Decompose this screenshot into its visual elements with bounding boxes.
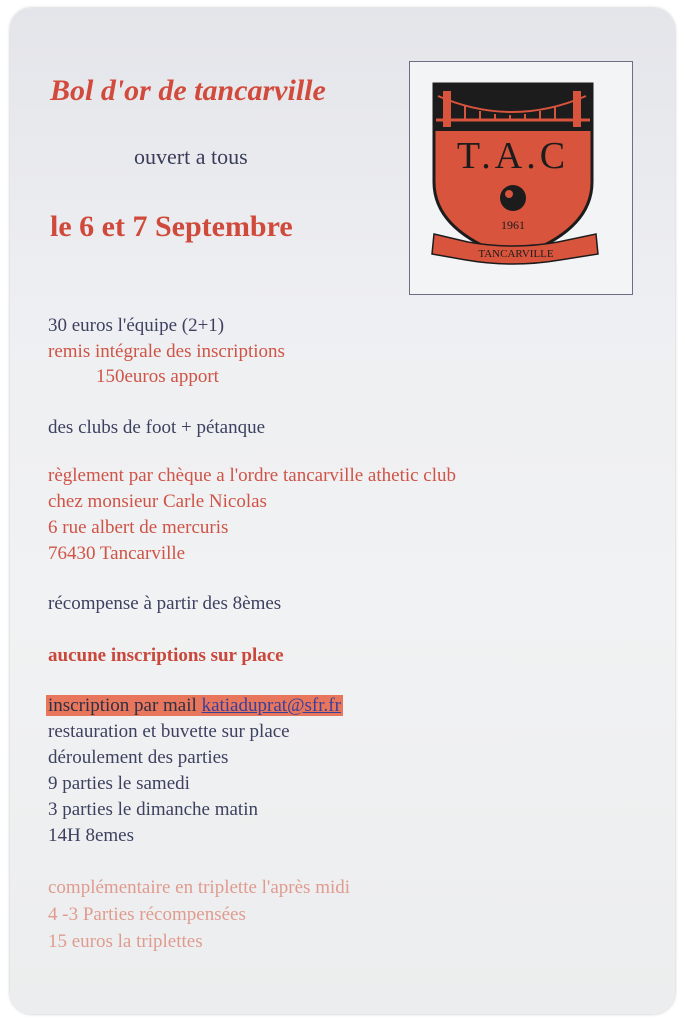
event-subtitle: ouvert a tous <box>134 144 248 169</box>
event-title: Bol d'or de tancarville <box>50 74 326 107</box>
logo-ball <box>500 185 526 211</box>
saturday-line: 9 parties le samedi <box>48 773 190 794</box>
sunday-line: 3 parties le dimanche matin <box>48 799 258 820</box>
club-logo-icon <box>410 62 632 294</box>
logo-initials: T.A.C <box>456 135 570 177</box>
schedule-heading: déroulement des parties <box>48 747 229 768</box>
finals-line: 14H 8emes <box>48 825 135 846</box>
payment-city: 76430 Tancarville <box>48 543 186 564</box>
refund-line: remis intégrale des inscriptions <box>48 341 285 362</box>
registration-line <box>46 694 343 718</box>
registration-label: inscription par mail <box>48 695 197 716</box>
no-onsite-line: aucune inscriptions sur place <box>48 645 284 666</box>
event-date: le 6 et 7 Septembre <box>50 210 293 243</box>
payment-recipient: chez monsieur Carle Nicolas <box>48 491 267 512</box>
registration-email-link[interactable]: katiaduprat@sfr.fr <box>201 695 341 716</box>
fee-line: 30 euros l'équipe (2+1) <box>48 315 225 336</box>
registration-highlight <box>46 695 343 716</box>
contribution-line: 150euros apport <box>96 366 219 387</box>
payment-instruction: règlement par chèque a l'ordre tancarville athetic club <box>48 465 457 486</box>
payment-street: 6 rue albert de mercuris <box>48 517 229 538</box>
club-logo-frame <box>409 61 633 295</box>
flyer-photo <box>10 8 675 1014</box>
logo-year: 1961 <box>501 218 525 232</box>
logo-banner: TANCARVILLE <box>478 248 554 260</box>
complement-line: complémentaire en triplette l'après midi <box>48 877 351 898</box>
logo-band <box>435 85 591 131</box>
triplette-price-line: 15 euros la triplettes <box>48 931 203 952</box>
reward-line: récompense à partir des 8èmes <box>48 593 282 614</box>
food-line: restauration et buvette sur place <box>48 721 290 742</box>
rewarded-line: 4 -3 Parties récompensées <box>48 904 246 925</box>
clubs-line: des clubs de foot + pétanque <box>48 417 266 438</box>
